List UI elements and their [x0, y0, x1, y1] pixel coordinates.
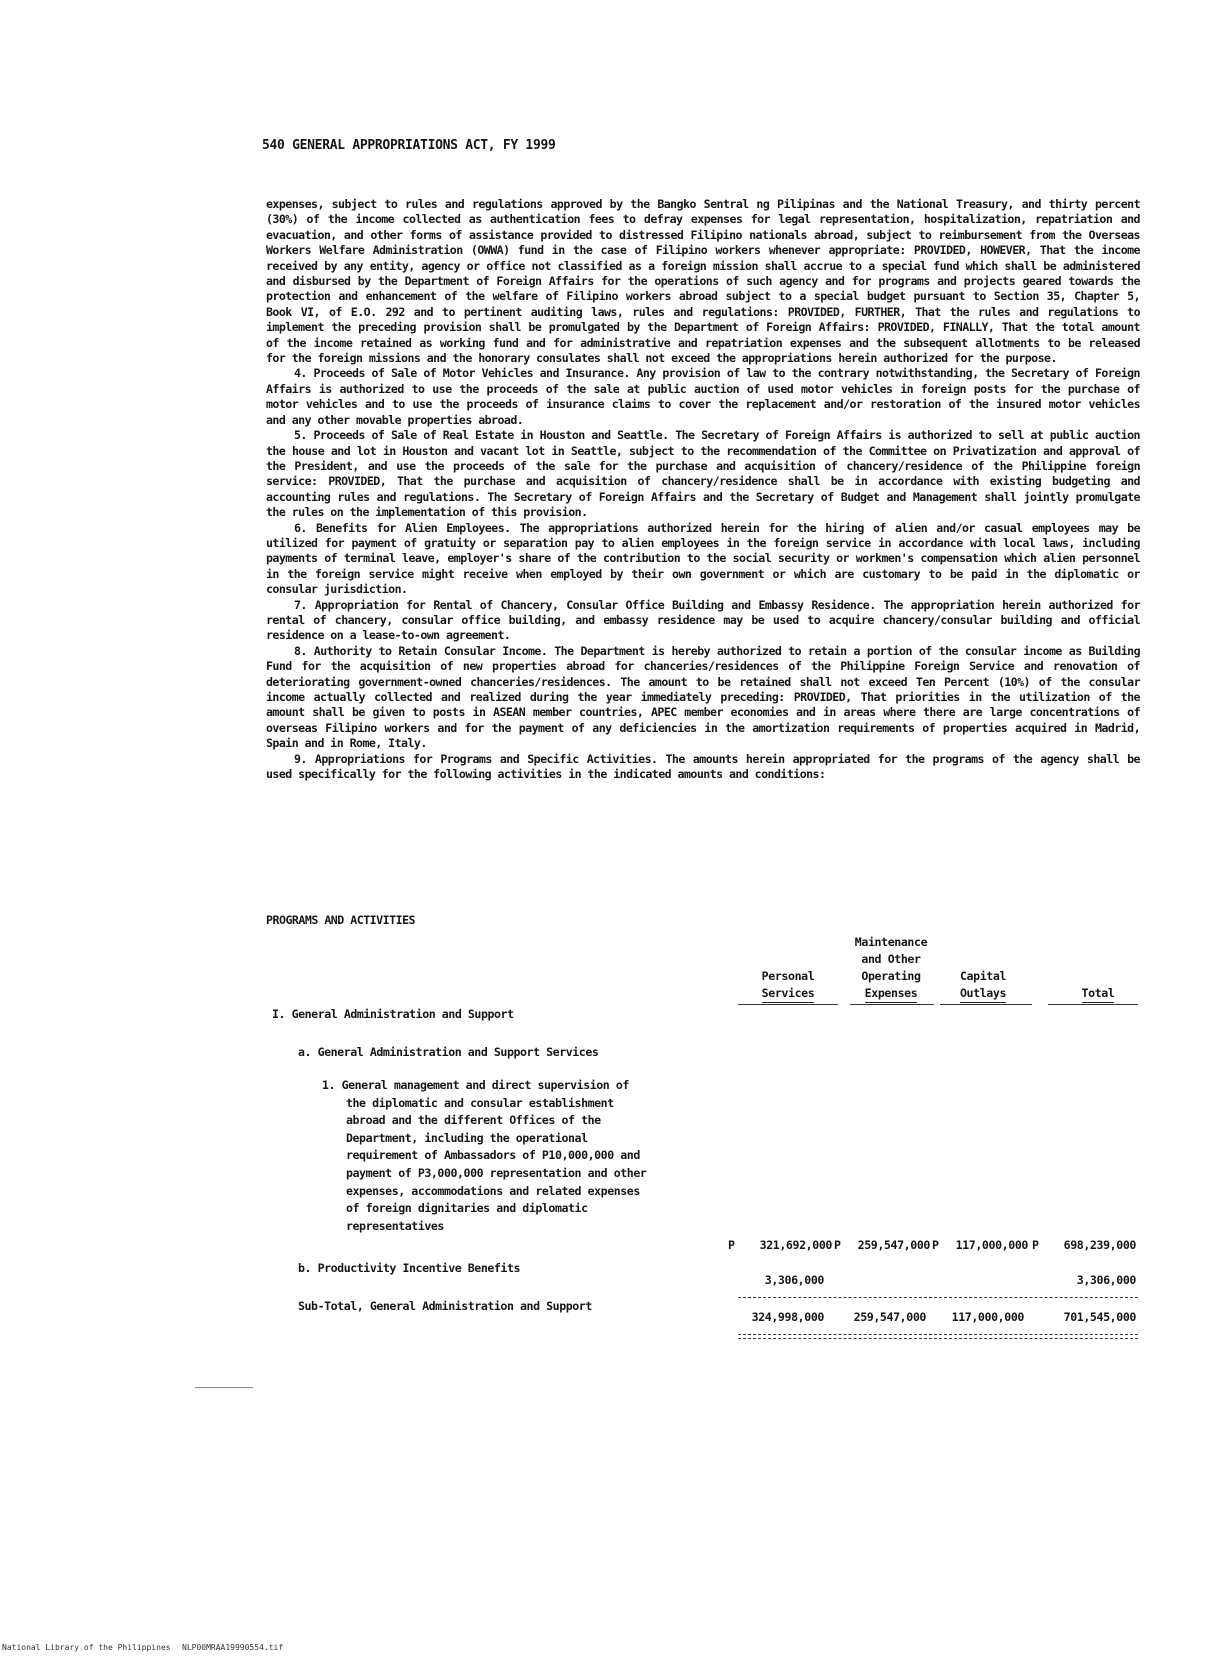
- row-text-line: requirement of Ambassadors of P10,000,000 and: [346, 1148, 640, 1163]
- row-gas-a: a. General Administration and Support Services: [298, 1045, 599, 1059]
- value-a1-capital: 117,000,000: [955, 1238, 1028, 1252]
- header-rule: [1048, 1004, 1138, 1005]
- value-a1-total: 698,239,000: [1063, 1238, 1136, 1252]
- row-text-line: Department, including the operational: [346, 1130, 588, 1145]
- header-rule: [738, 1004, 838, 1005]
- value-a1-mooe: 259,547,000: [857, 1238, 930, 1252]
- column-header-line: Outlays: [960, 985, 1006, 1003]
- column-header-total: [1048, 985, 1148, 1003]
- row-gas-a1: [322, 1077, 646, 1235]
- column-header-capital: [938, 968, 1028, 1003]
- value-subtotal-total: 701,545,000: [1063, 1310, 1136, 1324]
- column-header-line: Maintenance: [854, 935, 928, 949]
- paragraph-continuation: expenses, subject to rules and regulations approved by the Bangko Sentral ng Pilipinas and the National Treasury, and thirty percent (30%) of the income collected as authentication fees to defray expenses for legal representation, hospitalization, repatriation and evacuation, and other forms of assistance provided to distressed Filipino nationals abroad, subject to reimbursement from the Overseas Workers Welfare Administration (OWWA) fund in the case of Filipino workers whenever appropriate: PROVIDED, HOWEVER, That the income received by any entity, agency or office not classified as a foreign mission shall accrue to a special fund which shall be administered and disbursed by the Department of Foreign Affairs for the operations of such agency and for programs and projects geared towards the protection and enhancement of the welfare of Filipino workers abroad subject to a special budget pursuant to Section 35, Chapter 5, Book VI, of E.O. 292 and to pertinent auditing laws, rules and regulations: PROVIDED, FURTHER, That the rules and regulations to implement the preceding provision shall be promulgated by the Department of Foreign Affairs: PROVIDED, FINALLY, That the total amount of the income retained as working fund and for administrative and repatriation expenses and the subsequent allotments to be released for the foreign missions and the honorary consulates shall not exceed the appropriations herein authorized for the purpose.: [266, 197, 1140, 366]
- row-text-line: abroad and the different Offices of the: [346, 1113, 601, 1128]
- footer-left: National Library of the Philippines: [2, 1643, 171, 1652]
- row-text-line: of foreign dignitaries and diplomatic: [346, 1201, 588, 1216]
- subtotal-rule-bottom: [738, 1334, 1138, 1335]
- value-b-personal: 3,306,000: [764, 1273, 824, 1287]
- row-text-line: representatives: [346, 1218, 444, 1233]
- subtotal-rule-bottom: [738, 1338, 1138, 1339]
- page-header: 540 GENERAL APPROPRIATIONS ACT, FY 1999: [262, 138, 556, 153]
- peso-sign: P: [1032, 1238, 1039, 1252]
- peso-sign: P: [932, 1238, 939, 1252]
- peso-sign: P: [834, 1238, 841, 1252]
- column-header-line: Services: [762, 985, 815, 1003]
- value-subtotal-personal: 324,998,000: [751, 1310, 824, 1324]
- row-text-line: expenses, accommodations and related expenses: [346, 1183, 640, 1198]
- value-subtotal-mooe: 259,547,000: [853, 1310, 926, 1324]
- value-a1-personal: 321,692,000: [759, 1238, 832, 1252]
- column-header-line: Capital: [959, 969, 1007, 983]
- footer-right: NLP00MRAA19990554.tif: [182, 1643, 284, 1652]
- paragraph-consular-income: 8. Authority to Retain Consular Income. The Department is hereby authorized to retain a portion of the consular income as Building Fund for the acquisition of new properties abroad for chanceries/residences of the Philippine Foreign Service and renovation of deteriorating government-owned chanceries/residences. The amount to be retained shall not exceed Ten Percent (10%) of the consular income actually collected and realized during the year immediately preceding: PROVIDED, That priorities in the utilization of the amount shall be given to posts in ASEAN member countries, APEC member economies and in areas where there are large concentrations of overseas Filipino workers and for the payment of any deficiencies in the amortization requirements of properties acquired in Madrid, Spain and in Rome, Italy.: [266, 643, 1140, 751]
- subtotal-rule-top: [738, 1297, 1138, 1298]
- programs-title: PROGRAMS AND ACTIVITIES: [266, 913, 416, 927]
- column-header-line: Operating: [861, 969, 921, 983]
- header-rule: [940, 1004, 1032, 1005]
- row-gas: I. General Administration and Support: [272, 1007, 514, 1021]
- row-text-line: 1. General management and direct supervision of: [322, 1078, 629, 1092]
- row-text-line: payment of P3,000,000 representation and other: [346, 1165, 647, 1180]
- body-text: [266, 197, 1140, 782]
- row-gas-b: b. Productivity Incentive Benefits: [298, 1261, 521, 1275]
- paragraph-rental-chancery: 7. Appropriation for Rental of Chancery, Consular Office Building and Embassy Residence. The appropriation herein authorized for rental of chancery, consular office building, and embassy residence may be used to acquire chancery/consular building and official residence on a lease-to-own agreement.: [266, 597, 1140, 643]
- column-header-line: and Other: [861, 952, 921, 966]
- column-header-personal: [738, 968, 838, 1003]
- row-subtotal: Sub-Total, General Administration and Support: [298, 1299, 592, 1313]
- paragraph-real-estate: 5. Proceeds of Sale of Real Estate in Houston and Seattle. The Secretary of Foreign Affairs is authorized to sell at public auction the house and lot in Houston and vacant lot in Seattle, subject to the recommendation of the Committee on Privatization and approval of the President, and use the proceeds of the sale for the purchase and acquisition of chancery/residence of the Philippine foreign service: PROVIDED, That the purchase and acquisition of chancery/residence shall be in accordance with existing budgeting and accounting rules and regulations. The Secretary of Foreign Affairs and the Secretary of Budget and Management shall jointly promulgate the rules on the implementation of this provision.: [266, 428, 1140, 520]
- column-header-line: Total: [1082, 985, 1115, 1003]
- value-subtotal-capital: 117,000,000: [951, 1310, 1024, 1324]
- paragraph-alien-employees: 6. Benefits for Alien Employees. The appropriations authorized herein for the hiring of alien and/or casual employees may be utilized for payment of gratuity or separation pay to alien employees in the foreign service in accordance with local laws, including payments of terminal leave, employer's share of the contribution to the social security or workmen's compensation which alien personnel in the foreign service might receive when employed by their own government or which are customary to be paid in the diplomatic or consular jurisdiction.: [266, 520, 1140, 597]
- value-b-total: 3,306,000: [1076, 1273, 1136, 1287]
- paragraph-motor-vehicles: 4. Proceeds of Sale of Motor Vehicles and Insurance. Any provision of law to the contrary notwithstanding, the Secretary of Foreign Affairs is authorized to use the proceeds of the sale at public auction of used motor vehicles in foreign posts for the purchase of motor vehicles and to use the proceeds of insurance claims to cover the replacement and/or restoration of the insured motor vehicles and any other movable properties abroad.: [266, 366, 1140, 427]
- row-text-line: the diplomatic and consular establishment: [346, 1095, 614, 1110]
- peso-sign: P: [728, 1238, 735, 1252]
- paragraph-programs-activities: 9. Appropriations for Programs and Specific Activities. The amounts herein appropriated for the programs of the agency shall be used specifically for the following activities in the indicated amounts and conditions:: [266, 751, 1140, 782]
- column-header-mooe: [836, 934, 946, 1003]
- scan-mark: [195, 1387, 253, 1388]
- header-rule: [850, 1004, 934, 1005]
- column-header-line: Personal: [761, 969, 815, 983]
- column-header-line: Expenses: [865, 985, 918, 1003]
